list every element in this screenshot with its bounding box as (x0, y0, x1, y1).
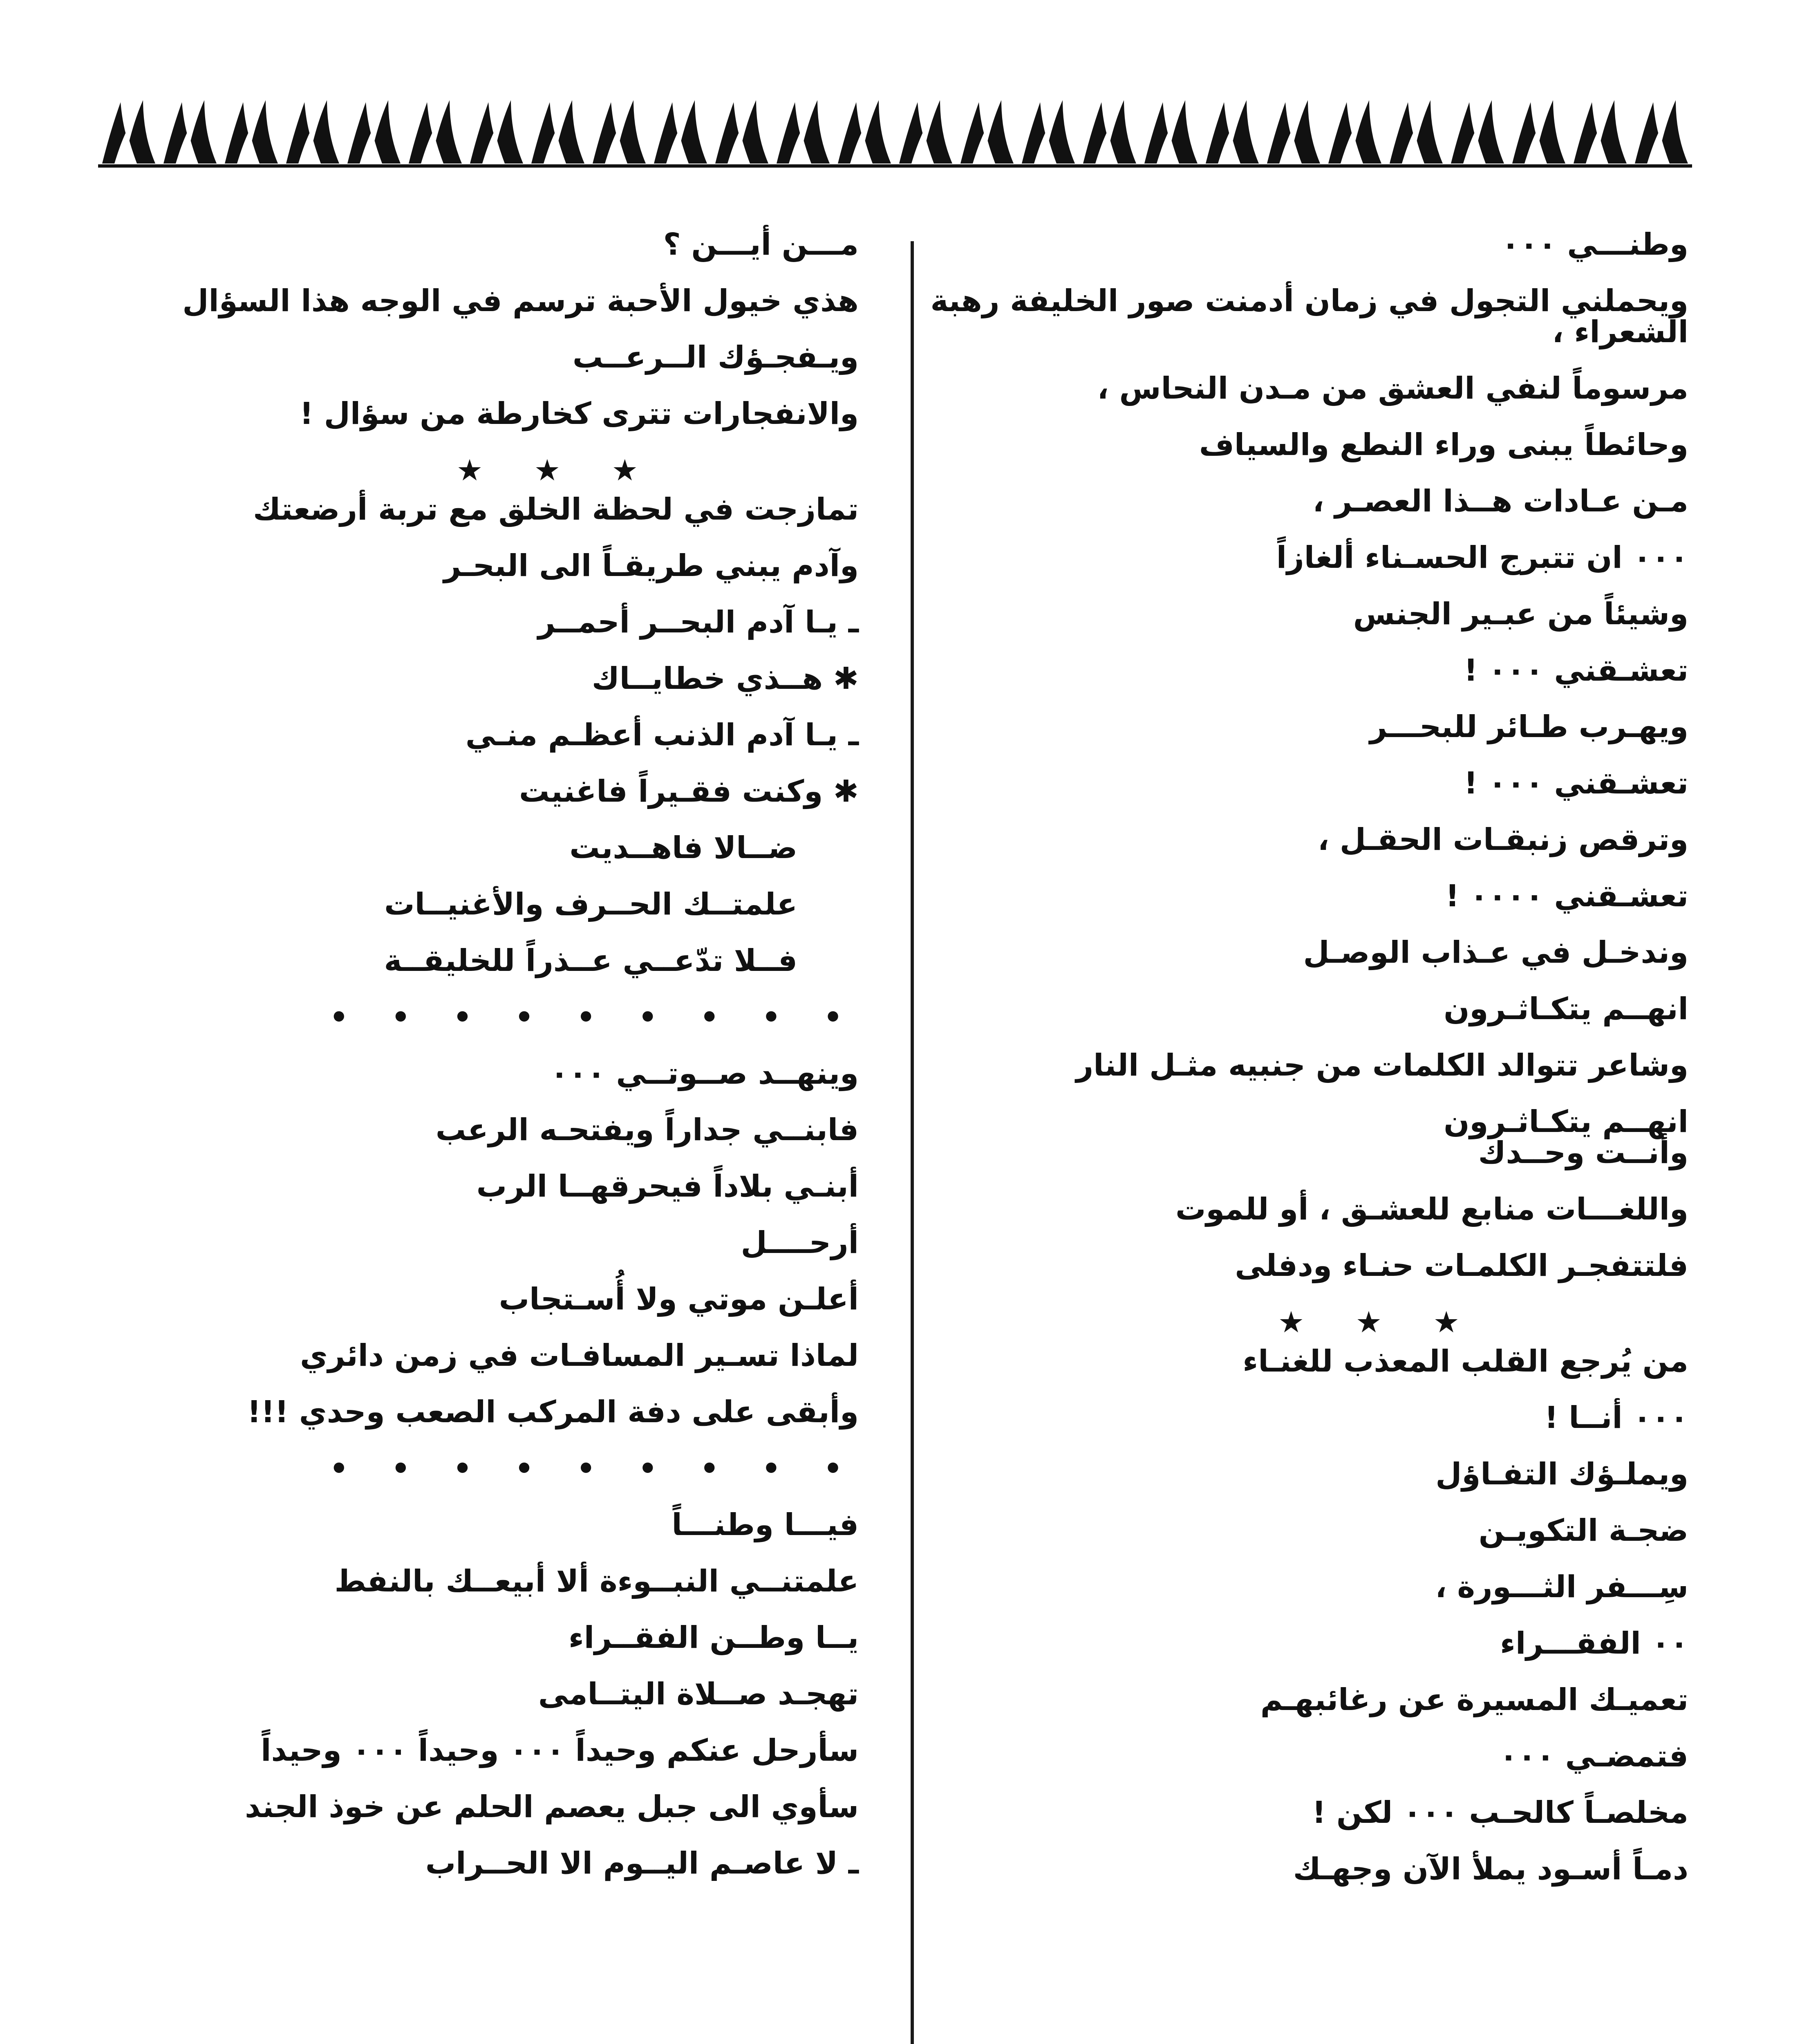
poem-line: من يُرجع القلب المعذب للغنـاء (1242, 1344, 1688, 1379)
poem-line: تعشـقني ٠٠٠ ! (1464, 653, 1688, 688)
section-stars: ★ ★ ★ (1278, 1305, 1460, 1339)
poem-line: ضــالا فاهــديت (569, 830, 797, 865)
ornament-motif (1386, 100, 1447, 168)
poem-line: تعميـك المسيرة عن رغائبهـم (1260, 1682, 1688, 1717)
section-dots: • • • • • • • • • (329, 1451, 859, 1486)
section-stars: ★ ★ ★ (456, 453, 638, 487)
poem-line: دمـاً أسـود يملأ الآن وجهـك (1293, 1851, 1688, 1887)
ornament-motif (1324, 100, 1386, 168)
left-poem-column (103, 229, 859, 1879)
ornament-motif (1079, 100, 1140, 168)
ornament-motif (466, 100, 527, 168)
poem-line: ـ لا عاصـم اليــوم الا الحــراب (425, 1846, 859, 1881)
poem-line: يــا وطــن الفقــراء (568, 1620, 859, 1655)
ornament-motif (956, 100, 1018, 168)
poem-line: أرحــــل (741, 1225, 859, 1260)
poem-line: تمازجت في لحظة الخلق مع تربة أرضعتك (253, 492, 859, 527)
poem-line: ✱ وكنت فقـيراً فاغنيت (519, 774, 859, 809)
ornament-motif (589, 100, 650, 168)
ornament-motif (405, 100, 466, 168)
poem-line: والانفجارات تترى كخارطة من سؤال ! (300, 396, 859, 431)
poem-line: أعلـن موتي ولا أُسـتجاب (499, 1282, 859, 1317)
poem-line: ويملـؤك التفـاؤل (1435, 1457, 1688, 1492)
poem-line: تعشـقني ٠٠٠ ! (1464, 766, 1688, 801)
poem-line: وندخـل في عـذاب الوصـل (1303, 935, 1688, 970)
poem-line: وشاعر تتوالد الكلمات من جنبيه مثـل النار (1076, 1048, 1688, 1083)
poem-line: علمتنــي النبــوءة ألا أبيعــك بالنفط (334, 1564, 859, 1599)
ornament-motif (1140, 100, 1202, 168)
ornament-motif (221, 100, 282, 168)
poem-line: ✱ هــذي خطايــاك (591, 661, 859, 696)
poem-line: تهجـد صــلاة اليتــامى (538, 1676, 859, 1712)
ornament-motif (343, 100, 405, 168)
poem-line: ويهـرب طـائر للبحـــر (1370, 709, 1688, 744)
poem-line: وينهــد صــوتــي ٠٠٠ (550, 1056, 859, 1091)
ornament-motif (711, 100, 772, 168)
poem-line: وطنـــي ٠٠٠ (1501, 227, 1688, 262)
poem-line: مرسوماً لنفي العشق من مـدن النحاس ، (1097, 371, 1688, 406)
section-dots: • • • • • • • • • (329, 1000, 859, 1034)
ornament-motif (1569, 100, 1631, 168)
poem-line: سأوي الى جبل يعصم الحلم عن خوذ الجند (245, 1789, 859, 1824)
poem-line: ٠٠٠ ان تتبرج الحسـناء ألغازاً (1276, 540, 1688, 575)
poem-line: فابنــي جداراً ويفتحـه الرعب (435, 1112, 859, 1148)
poem-line: فتمضـي ٠٠٠ (1499, 1739, 1688, 1774)
poem-line: ويـفجـؤك الــرعــب (572, 340, 859, 375)
poem-line: الشعراء ، (1552, 314, 1688, 350)
poem-line: علمتــك الحــرف والأغنيــات (384, 887, 797, 922)
ornament-motif (282, 100, 343, 168)
ornament-motif (1508, 100, 1569, 168)
ornament-motif (98, 100, 159, 168)
poem-line: هذي خيول الأحبة ترسم في الوجه هذا السؤال (182, 283, 859, 318)
poem-line: لماذا تسـير المسافـات في زمن دائري (300, 1338, 859, 1373)
column-divider (911, 241, 914, 2044)
poem-line: ـ يـا آدم البحــر أحمــر (537, 605, 859, 640)
ornament-motif (834, 100, 895, 168)
top-ornamental-border (98, 94, 1717, 168)
poem-line: وشيئاً من عبـير الجنس (1353, 596, 1688, 632)
poem-line: فلتتفجـر الكلمـات حنـاء ودفلى (1235, 1248, 1688, 1283)
poem-line: وترقص زنبقـات الحقـل ، (1317, 822, 1688, 857)
poem-line: ٠٠٠ أنــا ! (1544, 1400, 1688, 1435)
poem-line: مخلصـاً كالحـب ٠٠٠ لكن ! (1312, 1795, 1688, 1830)
poem-line: ويحملني التجول في زمان أدمنت صور الخليفة رهبة (930, 283, 1688, 318)
poem-line: واللغـــات منابع للعشـق ، أو للموت (1175, 1192, 1688, 1227)
ornament-motif (772, 100, 834, 168)
poem-line: سِـــفر الثـــورة ، (1435, 1569, 1688, 1605)
ornament-motif (1447, 100, 1508, 168)
ornament-motif (650, 100, 711, 168)
ornament-motif (895, 100, 956, 168)
poem-line: وحائطاً يبنى وراء النطع والسياف (1199, 427, 1688, 462)
ornament-motif (1631, 100, 1692, 168)
ornament-motif (1018, 100, 1079, 168)
poem-line: انهــم يتكـاثـرون (1444, 991, 1688, 1026)
poem-line: أبنـي بلاداً فيحرقهــا الرب (476, 1169, 859, 1204)
poem-line: تعشـقني ٠٠٠٠ ! (1445, 879, 1688, 914)
ornament-motif (1263, 100, 1324, 168)
ornament-motif (527, 100, 589, 168)
poem-line: وآدم يبني طريقـاً الى البحـر (443, 548, 859, 583)
ornament-motif (159, 100, 221, 168)
poem-line: مـن عـادات هــذا العصـر ، (1312, 484, 1688, 519)
ornament-motif (1202, 100, 1263, 168)
poem-line: فيـــا وطنـــاً (672, 1507, 859, 1542)
poem-line: سأرحل عنكم وحيداً ٠٠٠ وحيداً ٠٠٠ وحيداً (261, 1733, 859, 1768)
poem-line: مـــن أيـــن ؟ (663, 227, 859, 262)
poem-line: وأنــت وحــدك (1478, 1135, 1688, 1170)
poem-line: انهــم يتكـاثـرون (1444, 1104, 1688, 1139)
poem-line: ضجـة التكويـن (1478, 1513, 1688, 1548)
poem-line: وأبقى على دفة المركب الصعب وحدي !!! (247, 1394, 859, 1430)
poem-line: ـ يـا آدم الذنب أعظـم منـي (465, 717, 859, 753)
right-poem-column (932, 229, 1688, 1885)
poem-line: ٠٠ الفقـــراء (1500, 1626, 1688, 1661)
poem-line: فــلا تدّعــي عــذراً للخليقــة (384, 943, 797, 978)
